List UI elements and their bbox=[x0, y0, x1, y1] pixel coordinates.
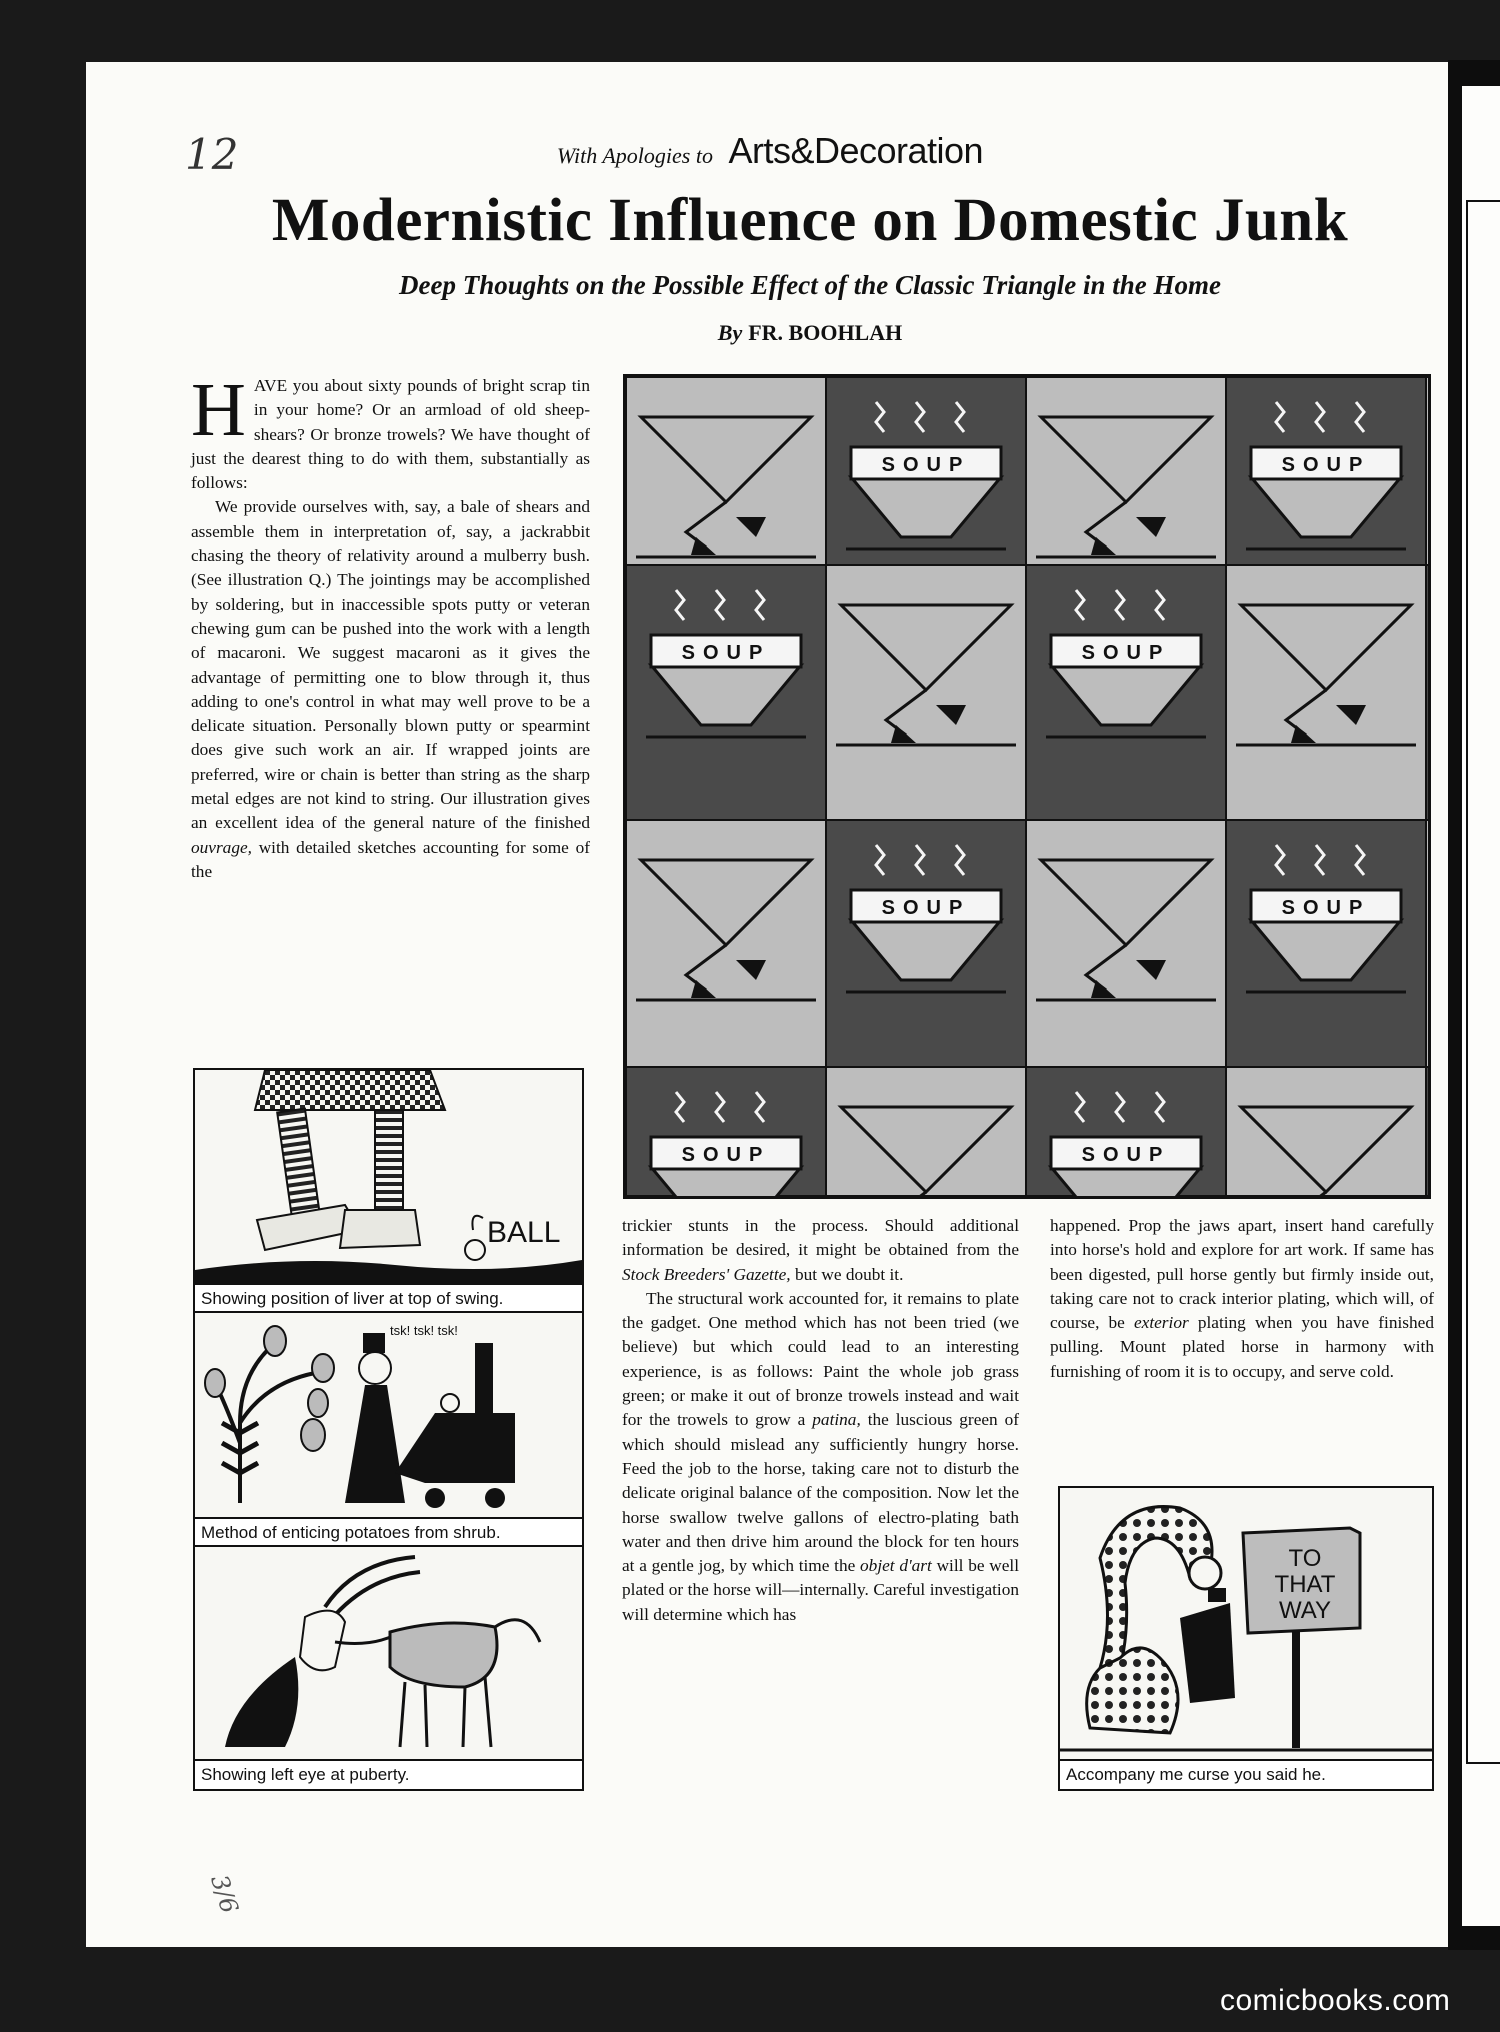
soup-label: SOUP bbox=[1281, 454, 1371, 476]
paragraph-2-italic: ouvrage, bbox=[191, 837, 252, 857]
paragraph-5 bbox=[1050, 1214, 1434, 1384]
paragraph-3-italic: Stock Breeders' Gazette, bbox=[622, 1264, 791, 1284]
handwritten-page-mark: 12 bbox=[185, 130, 239, 179]
paragraph-2 bbox=[191, 495, 590, 884]
paragraph-4-italic-1: patina, bbox=[812, 1410, 861, 1430]
paragraph-1-text: AVE you about sixty pounds of bright scrap tin in your home? Or an armload of old sheep-shears? Or bronze trowels? We have thought of just the dearest thing to do with them, substantially as follows: bbox=[191, 376, 590, 493]
sign-line-1: TO bbox=[1288, 1545, 1322, 1572]
pattern-tile bbox=[826, 1067, 1026, 1196]
golfer-drawing bbox=[195, 1070, 582, 1283]
main-illustration bbox=[623, 374, 1431, 1199]
pattern-tile bbox=[1026, 377, 1226, 565]
paragraph-5-text-b: plating when you have finished pulling. Mount plated horse in harmony with furnishing of room it is to occupy, and serve cold. bbox=[1050, 1313, 1434, 1381]
pattern-tile bbox=[626, 377, 826, 565]
paragraph-2-text-a: We provide ourselves with, say, a bale of shears and assemble them in interpretation of, say, a jackrabbit chasing the theory of relativity around a mulberry bush. (See illustration Q.) The jointings may be accomplished by soldering, but in inaccessible spots putty or veteran chewing gum can be pushed into the work with a length of macaroni. We suggest macaroni as it gives the advantage of permitting one to blow through it, thus adding to one's control in what may well prove to be a delicate situation. Personally blown putty or spearmint does give such work an air. If wrapped joints are preferred, wire or chain is better than string as the sharp metal edges are not kind to string. Our illustration gives an excellent idea of the general nature of the finished bbox=[191, 497, 590, 833]
paragraph-4-italic-2: objet d'art bbox=[860, 1556, 932, 1576]
watermark: comicbooks.com bbox=[1220, 1984, 1451, 2017]
triangle-pattern-art bbox=[626, 377, 1428, 1196]
paragraph-2-text-b: with detailed sketches accounting for some of the bbox=[191, 837, 590, 881]
giraffe-drawing bbox=[1060, 1488, 1432, 1759]
paragraph-4-text-a: The structural work accounted for, it remains to plate the gadget. One method which has not been tried (we believe) but which could lead to an interesting experience, is as follows: Paint the whole job grass green; or make it out of bronze trowels instead and wait for the trowels to grow a bbox=[622, 1288, 1019, 1430]
cartoon-golfer bbox=[193, 1068, 584, 1315]
text-column-1 bbox=[191, 368, 590, 884]
paragraph-1 bbox=[191, 368, 590, 495]
goat-drawing bbox=[195, 1547, 582, 1759]
drop-cap: H bbox=[191, 368, 246, 452]
potato-shrub-drawing bbox=[195, 1313, 582, 1517]
soup-bowl bbox=[1051, 1167, 1201, 1196]
cartoon-giraffe bbox=[1058, 1486, 1434, 1791]
text-column-3 bbox=[1050, 1214, 1434, 1384]
paragraph-4-text-c: will be well plated or the horse will—internally. Careful investigation will determine which has bbox=[622, 1556, 1019, 1624]
article-subtitle: Deep Thoughts on the Possible Effect of the Classic Triangle in the Home bbox=[398, 270, 1221, 300]
pattern-tile bbox=[1226, 1067, 1426, 1196]
kicker-prefix: With Apologies to bbox=[556, 143, 713, 168]
pattern-tile bbox=[826, 565, 1026, 820]
soup-label: SOUP bbox=[881, 454, 971, 476]
text-column-2 bbox=[622, 1214, 1019, 1627]
soup-label: SOUP bbox=[681, 1144, 771, 1166]
paragraph-5-text-a: happened. Prop the jaws apart, insert hand carefully into horse's hold and explore for art work. If same has been digested, pull horse gently but firmly inside out, taking care not to crack interior plating, which will, of course, be bbox=[1050, 1216, 1434, 1333]
paragraph-4 bbox=[622, 1287, 1019, 1627]
ball-label: BALL bbox=[487, 1216, 561, 1249]
article-title: Modernistic Influence on Domestic Junk bbox=[271, 187, 1349, 254]
soup-label: SOUP bbox=[681, 642, 771, 664]
cartoon-potato-caption: Method of enticing potatoes from shrub. bbox=[195, 1517, 582, 1547]
byline-author: FR. BOOHLAH bbox=[748, 320, 903, 345]
handwritten-note-bottom: 3/6 bbox=[205, 1871, 244, 1917]
cartoon-golfer-caption: Showing position of liver at top of swing. bbox=[195, 1283, 582, 1313]
sign-line-3: WAY bbox=[1279, 1597, 1331, 1624]
pattern-tile bbox=[1426, 820, 1428, 1067]
cartoon-giraffe-caption: Accompany me curse you said he. bbox=[1060, 1759, 1432, 1789]
sign-line-2: THAT bbox=[1274, 1571, 1336, 1598]
paragraph-5-italic: exterior bbox=[1133, 1313, 1189, 1333]
cartoon-potato-shrub bbox=[193, 1311, 584, 1549]
pattern-tile bbox=[1226, 565, 1426, 820]
byline bbox=[180, 320, 1440, 346]
paragraph-4-text-b: the luscious green of which should mislead any sufficiently hungry horse. Feed the job to the horse, taking care not to disturb the delicate original balance of the composition. Now let the horse swallow twelve gallons of electro-plating bath water and then drive him around the block for ten hours at a gentle jog, by which time the bbox=[622, 1410, 1019, 1576]
soup-label: SOUP bbox=[1081, 1144, 1171, 1166]
soup-bowl bbox=[651, 1167, 801, 1196]
pattern-tile bbox=[1426, 565, 1428, 820]
tsk-label: tsk! tsk! tsk! bbox=[390, 1323, 458, 1338]
paragraph-3-text-b: but we doubt it. bbox=[794, 1264, 904, 1284]
kicker-magazine: Arts&Decoration bbox=[728, 130, 984, 171]
paragraph-3-text-a: trickier stunts in the process. Should additional information be desired, it might be obtained from the bbox=[622, 1216, 1019, 1260]
soup-label: SOUP bbox=[1081, 642, 1171, 664]
cartoon-goat bbox=[193, 1545, 584, 1791]
pattern-tile bbox=[1426, 377, 1428, 565]
soup-label: SOUP bbox=[881, 897, 971, 919]
byline-by: By bbox=[717, 320, 743, 345]
facing-page-rule bbox=[1466, 200, 1500, 1764]
paragraph-3 bbox=[622, 1214, 1019, 1287]
pattern-tile bbox=[1426, 1067, 1428, 1196]
cartoon-goat-caption: Showing left eye at puberty. bbox=[195, 1759, 582, 1789]
kicker bbox=[330, 130, 1210, 172]
soup-label: SOUP bbox=[1281, 897, 1371, 919]
